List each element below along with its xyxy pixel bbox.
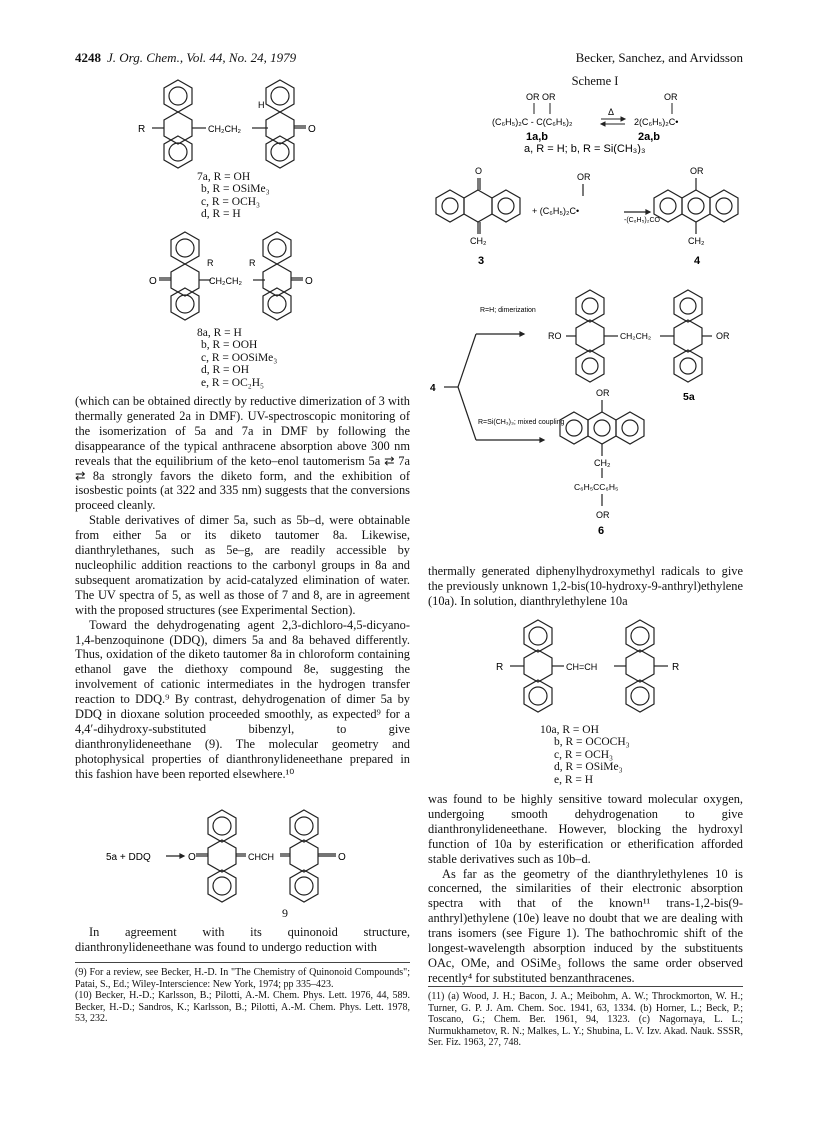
- structure-10-labels: [540, 724, 630, 786]
- s7-label-b: b, R = OSiMe₃: [201, 183, 270, 196]
- footnote-11: (11) (a) Wood, J. H.; Bacon, J. A.; Meibohm, A. W.; Throckmorton, W. H.; Turner, G. P. J. Am. Chem. Soc. 1941, 63, 1334. (b) Horner, L.; Beck, P.; Toscano, G.; Chem. Ber. 1961, 94, 1323. (c) Nagornaya, L. L.; Nurmukhametov, R. N.; Malkes, L. Y.; Shubina, L. V. Izv. Akad. Nauk. SSSR, Ser. Fiz. 1963, 27, 748.: [428, 991, 743, 1049]
- right-paragraph-1: thermally generated diphenylhydroxymethyl radicals to give the previously unknown 1,2-bis(10-hydroxy-9-anthryl)ethylene (10a). In solution, dianthrylethylene 10a: [428, 564, 743, 608]
- structure-9-label: 9: [282, 906, 288, 920]
- structure-7-drawing: [130, 78, 350, 170]
- left-paragraph-3: Toward the dehydrogenating agent 2,3-dichloro-4,5-dicyano-1,4-benzoquinone (DDQ), dimers 5a and 8a behaved differently. Thus, oxidation of the diketo tautomer 8a in chloroform containing ethanol gave the diethoxy compound 8e, suggesting the involvement of cationic intermediates in the hydrogen transfer reaction to DDQ.⁹ By contrast, dehydrogenation of dimer 5a by DDQ in dioxane solution proceeded smoothly, as expected⁹ for a 4,4′-dihydroxy-substituted bibenzyl, to give dianthronylideneethane (9). The molecular geometry and photophysical properties of dianthronylideneethane prepared in this fashion have been reported elsewhere.¹⁰: [75, 617, 410, 781]
- journal-citation: J. Org. Chem., Vol. 44, No. 24, 1979: [107, 50, 297, 65]
- eq2-loss: -(C₆H₅)₂CO: [624, 217, 660, 224]
- s8-r-left: R: [207, 258, 214, 268]
- s8-label-a: 8a, R = H: [197, 327, 242, 339]
- header-authors: Becker, Sanchez, and Arvidsson: [575, 50, 743, 65]
- s7-label-c: c, R = OCH₃: [201, 195, 261, 208]
- branch-bottom-cond: R=Si(CH₃)₃; mixed coupling: [478, 419, 565, 426]
- left-paragraph-1: (which can be obtained directly by reductive dimerization of 3 with thermally generated 2a in DMF). UV-spectroscopic monitoring of the isomerization of 5a and 7a in DMF by following the disappearance of the typical anthracene absorption above 300 nm reveals that the equilibrium of the keto–enol tautomerism 5a ⇄ 7a ⇄ 8a strongly favors the diketo form, and the exhibition of isosbestic points (at 322 and 335 nm) suggests that the conversions proceed cleanly.: [75, 394, 410, 513]
- s7-bridge-label: CH₂CH₂: [208, 124, 241, 134]
- branch-start-4: 4: [430, 383, 436, 394]
- svg-text:O: O: [338, 852, 346, 863]
- s10-label-a: 10a, R = OH: [540, 724, 599, 736]
- s8-label-e: e, R = OC₂H₅: [201, 376, 265, 389]
- right-column-text-2: [428, 792, 743, 986]
- svg-text:RO: RO: [548, 331, 562, 341]
- left-paragraph-2: Stable derivatives of dimer 5a, such as 5b–d, were obtainable from either 5a or its diketo tautomer 8a. Likewise, dianthrylethanes, such as 5e–g, are readily accessible by nucleophilic addition reactions to the carbonyl groups in 8a and subsequent aromatization by acid-catalyzed elimination of water. The UV spectra of 5, as well as those of 7 and 8, are in agreement with the proposed structures (see Experimental Section).: [75, 513, 410, 617]
- left-column-text: [75, 394, 410, 782]
- scheme-title: Scheme I: [571, 74, 619, 88]
- footnote-10: (10) Becker, H.-D.; Karlsson, B.; Pilotti, A.-M. Chem. Phys. Lett. 1976, 44, 589. Becker, H.-D.; Sandros, K.; Karlsson, B.; Pilotti, A.-M. Chem. Phys. Lett. 1978, 53, 232.: [75, 990, 410, 1025]
- s8-label-c: c, R = OOSiMe₃: [201, 351, 278, 364]
- branch-top-cond: R=H; dimerization: [480, 307, 536, 314]
- footnote-rule-left: [75, 962, 410, 963]
- structure-9-drawing: [100, 808, 400, 908]
- right-paragraph-2: was found to be highly sensitive toward molecular oxygen, undergoing smooth dehydrogenation to give dianthronylideneethane. However, blocking the hydroxyl function of 10a by esterification or etherification afforded stable derivatives such as 10b–d.: [428, 792, 743, 866]
- s10-bridge: CH=CH: [566, 662, 598, 672]
- s8-r-right: R: [249, 258, 256, 268]
- footnote-rule-right: [428, 986, 743, 987]
- eq1-delta: Δ: [608, 107, 615, 117]
- page-number: 4248: [75, 50, 101, 65]
- p6-ch2: CH₂: [594, 458, 611, 468]
- svg-text:O: O: [149, 276, 157, 287]
- footnotes-left: [75, 967, 410, 1025]
- eq2-ch2-left: CH₂: [470, 236, 487, 246]
- eq1-label-left: 1a,b: [526, 131, 549, 143]
- structure-8-labels: [197, 327, 277, 389]
- p6-or-top: OR: [596, 388, 610, 398]
- header-left: [75, 50, 296, 66]
- eq2-o: O: [475, 166, 483, 176]
- footnotes-right: [428, 991, 743, 1049]
- svg-text:O: O: [188, 852, 196, 863]
- left-column-text-2: [75, 925, 410, 955]
- structure-7-labels: [197, 171, 270, 221]
- label-3: 3: [478, 255, 485, 267]
- p6-or-bottom: OR: [596, 510, 610, 520]
- eq2-or-top: OR: [577, 172, 591, 182]
- svg-text:O: O: [305, 276, 313, 287]
- s10-label-d: d, R = OSiMe₃: [554, 761, 623, 774]
- s9-reactant: 5a + DDQ: [106, 852, 151, 863]
- svg-text:R: R: [672, 662, 680, 673]
- s7-o-label: O: [308, 124, 316, 135]
- eq1-left: (C₆H₅)₂C - C(C₆H₅)₂: [492, 117, 573, 127]
- eq2-or-right: OR: [690, 166, 704, 176]
- scheme-branch: [428, 272, 743, 562]
- svg-text:R: R: [496, 662, 504, 673]
- s8-label-d: d, R = OH: [201, 364, 250, 377]
- s7-label-a: 7a, R = OH: [197, 171, 251, 183]
- eq1-label-right: 2a,b: [638, 131, 661, 143]
- s7-h-label: H: [258, 100, 265, 110]
- eq1-right: 2(C₆H₅)₂C•: [634, 117, 679, 127]
- right-column-text: [428, 564, 743, 609]
- s9-bridge: CHCH: [248, 852, 274, 862]
- svg-text:OR: OR: [664, 92, 678, 102]
- s7-r-label: R: [138, 124, 146, 135]
- footnote-9: (9) For a review, see Becker, H.-D. In "The Chemistry of Quinonoid Compounds"; Patai, S., Ed.; Wiley-Interscience: New York, 1974; pp 335–423.: [75, 967, 410, 990]
- eq1-or-labels: OR OR: [526, 92, 556, 102]
- p6-sub: C₆H₅CC₆H₅: [574, 482, 619, 492]
- right-paragraph-3: As far as the geometry of the dianthrylethylenes 10 is concerned, the similarities of their electronic absorption spectra with that of the known¹¹ trans-1,2-bis(9-anthryl)ethylene (10e) leave no doubt that we are dealing with trans isomers (see Figure 1). The bathochromic shift of the longest-wavelength absorption induced by the substituents OAc, OMe, and OSiMe₃ follows the same order observed recently⁴ for substituted benzanthracenes.: [428, 866, 743, 985]
- svg-text:CH₂CH₂: CH₂CH₂: [620, 331, 652, 341]
- scheme-equation-1: [428, 88, 743, 154]
- page-header: [75, 50, 743, 70]
- label-5a: 5a: [683, 391, 695, 403]
- eq1-def: a, R = H; b, R = Si(CH₃)₃: [524, 143, 646, 154]
- structure-8-drawing: [145, 230, 345, 326]
- structure-10-drawing: [488, 618, 698, 722]
- s7-label-d: d, R = H: [201, 208, 241, 221]
- svg-text:OR: OR: [716, 331, 730, 341]
- s8-bridge-label: CH₂CH₂: [209, 276, 242, 286]
- s10-label-e: e, R = H: [554, 773, 594, 786]
- label-4: 4: [694, 255, 701, 267]
- s8-label-b: b, R = OOH: [201, 339, 258, 352]
- label-6: 6: [598, 525, 605, 537]
- eq2-ch2-right: CH₂: [688, 236, 705, 246]
- s10-label-c: c, R = OCH₃: [554, 748, 614, 761]
- eq2-reagent: + (C₆H₅)₂C•: [532, 206, 580, 216]
- left-paragraph-4: In agreement with its quinonoid structure, dianthronylideneethane was found to undergo reduction with: [75, 925, 410, 954]
- s10-label-b: b, R = OCOCH₃: [554, 736, 630, 749]
- scheme-equation-2: [428, 160, 743, 270]
